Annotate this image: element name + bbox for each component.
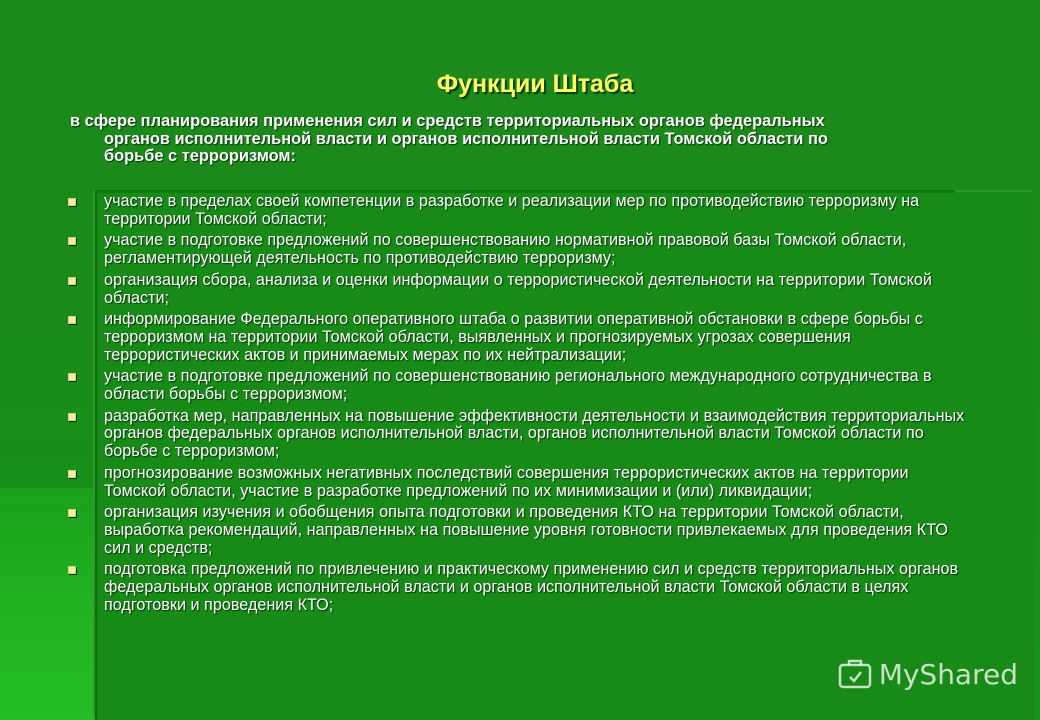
list-item-text: подготовка предложений по привлечению и практическому применению сил и средств территориальных органов федеральных органов исполнительной власти и органов исполнительной власти Томской области в целях подготовки и проведения КТО; (104, 560, 959, 614)
square-bullet-icon (68, 566, 76, 574)
square-bullet-icon (68, 198, 76, 206)
square-bullet-icon (68, 277, 76, 285)
slide-title: Функции Штаба (436, 70, 634, 98)
list-item-text: участие в подготовке предложений по совершенствованию регионального международного сотрудничества в области борьбы с терроризмом; (104, 367, 932, 404)
watermark-text: MyShared (878, 657, 1018, 691)
square-bullet-icon (68, 373, 76, 381)
list-item-text: участие в подготовке предложений по совершенствованию нормативной правовой базы Томской области, регламентирующей деятельность по противодействию терроризму; (104, 231, 907, 268)
myshared-logo-icon (837, 656, 873, 692)
intro-line-3: борьбе с терроризмом: (104, 147, 296, 165)
list-item (68, 561, 968, 614)
intro-line-1: в сфере планирования применения сил и средств территориальных органов федеральных (70, 112, 825, 130)
square-bullet-icon (68, 237, 76, 245)
list-item-text: разработка мер, направленных на повышение эффективности деятельности и взаимодействия территориальных органов федеральных органов исполнительной власти, органов исполнительной власти Томской области по борьбе с терроризмом; (104, 406, 965, 461)
list-item-text: участие в пределах своей компетенции в разработке и реализации мер по противодействию терроризму на территории Томской области; (104, 192, 920, 228)
square-bullet-icon (68, 413, 76, 421)
list-item-text: прогнозирование возможных негативных последствий совершения террористических актов на территории Томской области, участие в разработке предложений по их минимизации и (или) ликвидации; (104, 463, 909, 500)
square-bullet-icon (68, 470, 76, 478)
square-bullet-icon (68, 509, 76, 517)
square-bullet-icon (68, 316, 76, 324)
list-item (68, 504, 968, 557)
functions-list (68, 193, 968, 618)
list-item (68, 465, 968, 500)
list-item-text: информирование Федерального оперативного штаба о развитии оперативной обстановки в сфере борьбы с терроризмом на территории Томской области, выявленных и прогнозируемых угрозах совершения террористических актов и принимаемых мерах по их нейтрализации; (104, 310, 923, 364)
list-item (68, 232, 968, 267)
list-item (68, 368, 968, 403)
list-item (68, 408, 968, 461)
list-item (68, 272, 968, 307)
list-item-text: организация изучения и обобщения опыта подготовки и проведения КТО на территории Томской области, выработка рекомендаций, направленных на повышение уровня готовности привлекаемых для проведения КТО сил и средств; (104, 503, 948, 557)
list-item (68, 311, 968, 364)
myshared-watermark[interactable] (837, 656, 1018, 692)
slide-intro (70, 113, 970, 166)
list-item (68, 193, 968, 228)
list-item-text: организация сбора, анализа и оценки информации о террористической деятельности на территории Томской области; (104, 270, 932, 307)
intro-line-2: органов исполнительной власти и органов исполнительной власти Томской области по (104, 129, 828, 148)
